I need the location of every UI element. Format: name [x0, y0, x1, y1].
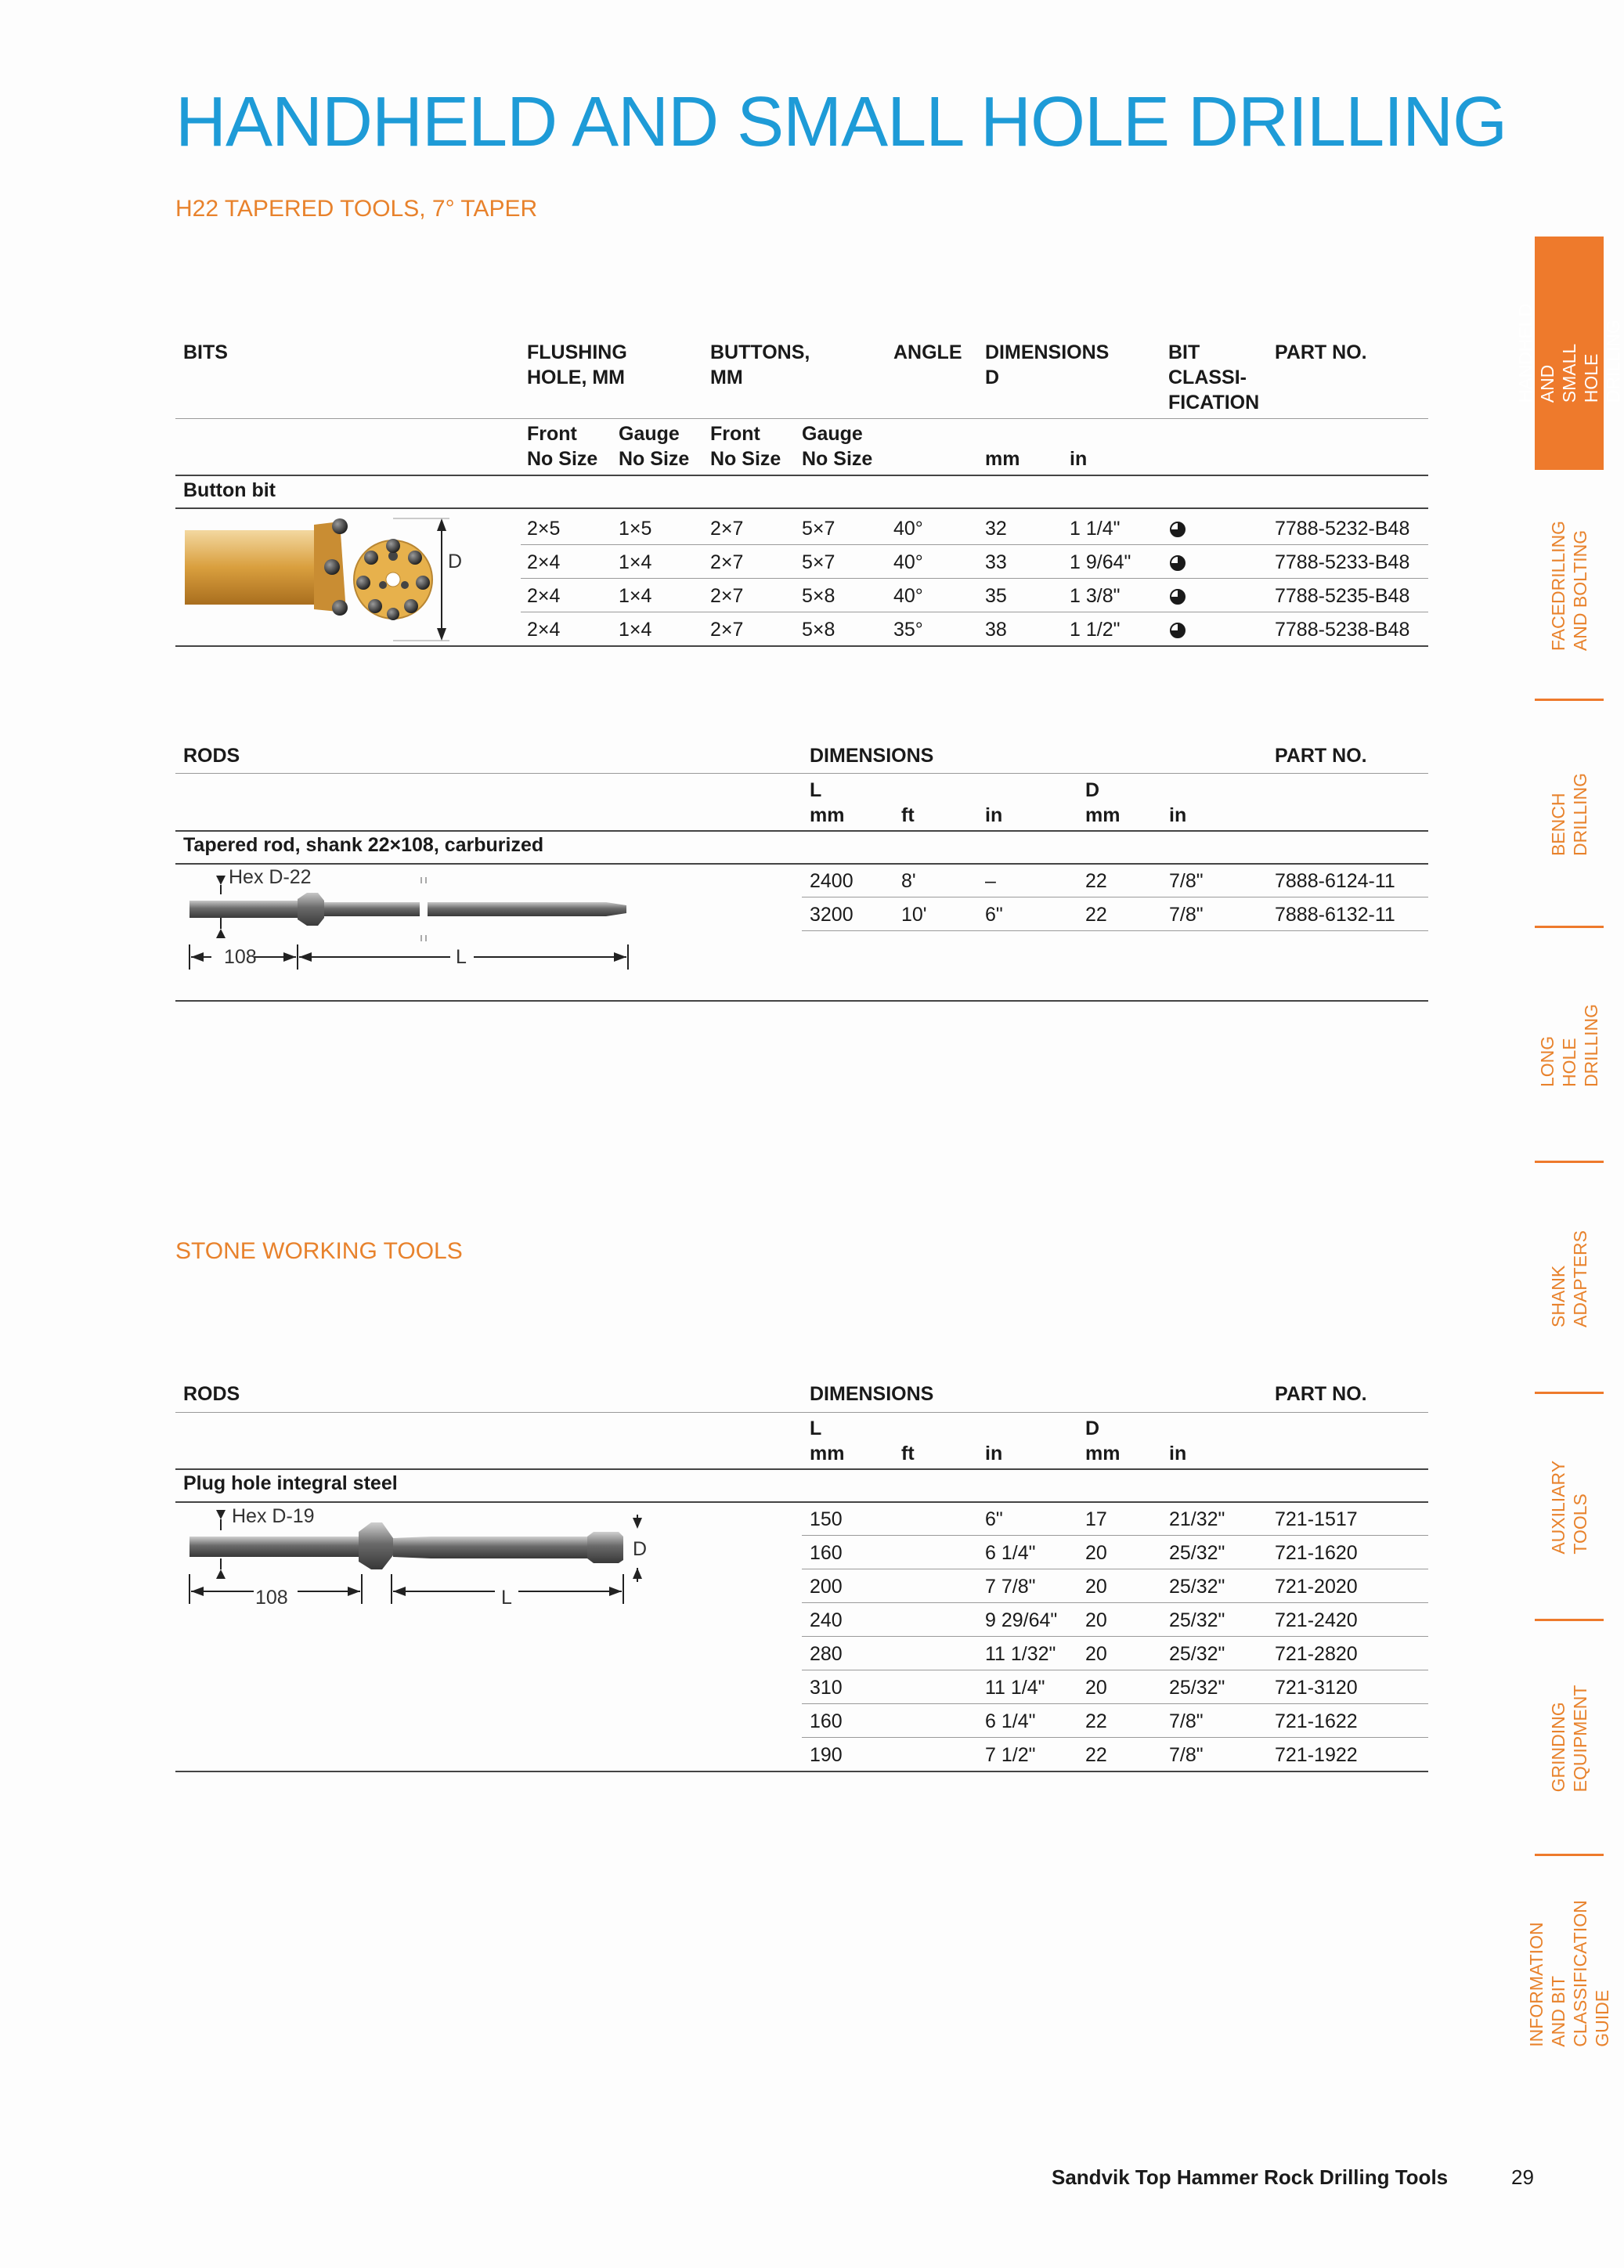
table-cell: 2×4: [527, 619, 561, 641]
table-cell: 22: [1085, 1710, 1107, 1732]
table-cell: 721-1517: [1275, 1508, 1358, 1530]
table-cell: 22: [1085, 904, 1107, 926]
page-number: 29: [1511, 2165, 1534, 2189]
table-cell: 7788-5238-B48: [1275, 619, 1410, 641]
table-cell: 240: [810, 1609, 843, 1631]
table-cell: 7/8": [1169, 870, 1204, 892]
table-cell: 6": [985, 1508, 1003, 1530]
table-cell: 3200: [810, 904, 854, 926]
table-cell: 5×7: [802, 551, 835, 573]
subheader-front: Front No Size: [527, 423, 598, 470]
table-cell: 40°: [893, 585, 923, 607]
table-cell: 38: [985, 619, 1007, 641]
side-tab-handheld[interactable]: [1515, 237, 1623, 470]
table-cell: 8': [901, 870, 916, 892]
col-header-dimensions: DIMENSIONS: [810, 745, 934, 767]
col-header-part-no: PART NO.: [1275, 745, 1367, 767]
table-cell: 25/32": [1169, 1576, 1225, 1598]
side-tab-label: FACEDRILLING AND BOLTING: [1548, 520, 1590, 651]
table-cell: 7 7/8": [985, 1576, 1036, 1598]
table-cell: 7 1/2": [985, 1744, 1036, 1766]
side-tab-label: SHANK ADAPTERS: [1548, 1230, 1590, 1327]
table-cell: 280: [810, 1643, 843, 1665]
table-cell: 7888-6124-11: [1275, 870, 1395, 892]
table-cell: 20: [1085, 1609, 1107, 1631]
row-group-label: Plug hole integral steel: [183, 1472, 398, 1494]
col-header-angle: ANGLE: [893, 341, 962, 363]
table-cell: 25/32": [1169, 1643, 1225, 1665]
subheader-gauge: Gauge No Size: [802, 423, 873, 470]
bit-classification-icon: [1170, 623, 1186, 638]
drawing-label-l: L: [456, 946, 467, 968]
subheader-in: in: [1169, 804, 1187, 826]
table-cell: 2×7: [710, 518, 744, 540]
subheader-front: Front No Size: [710, 423, 781, 470]
table-cell: 5×8: [802, 619, 835, 641]
subheader-l: L: [810, 1418, 822, 1439]
table-cell: 6": [985, 904, 1003, 926]
table-cell: 11 1/32": [985, 1643, 1056, 1665]
table-cell: 721-1922: [1275, 1744, 1358, 1766]
bit-classification-icon: [1170, 522, 1186, 537]
table-cell: 1 3/8": [1070, 585, 1121, 607]
table-cell: 6 1/4": [985, 1542, 1036, 1564]
col-header-part-no: PART NO.: [1275, 341, 1367, 363]
table-cell: 40°: [893, 551, 923, 573]
table-cell: 1 1/4": [1070, 518, 1121, 540]
table-cell: 1×4: [619, 551, 652, 573]
subheader-mm: mm: [1085, 804, 1121, 826]
table-cell: 310: [810, 1677, 843, 1699]
table-cell: 5×8: [802, 585, 835, 607]
table-cell: 160: [810, 1542, 843, 1564]
table-cell: 25/32": [1169, 1542, 1225, 1564]
subheader-in: in: [985, 804, 1003, 826]
drawing-label-l: L: [501, 1587, 512, 1609]
subheader-in: in: [1070, 448, 1088, 470]
subheader-d: D: [1085, 1418, 1100, 1439]
subheader-ft: ft: [901, 804, 915, 826]
drawing-label-hex: Hex D-22: [229, 866, 312, 888]
bit-body: [185, 530, 314, 605]
table-cell: 721-2420: [1275, 1609, 1358, 1631]
table-cell: 190: [810, 1744, 843, 1766]
col-header-bit-class: BIT CLASSI- FICATION: [1168, 341, 1260, 414]
table-cell: 20: [1085, 1677, 1107, 1699]
col-header-buttons: BUTTONS, MM: [710, 341, 810, 388]
drawing-label-d: D: [448, 551, 463, 572]
table-cell: 22: [1085, 1744, 1107, 1766]
table-cell: 40°: [893, 518, 923, 540]
table-cell: 2400: [810, 870, 854, 892]
side-tab-information[interactable]: [1526, 1856, 1612, 2091]
subheader-mm: mm: [810, 1443, 845, 1464]
table-cell: 7788-5233-B48: [1275, 551, 1410, 573]
table-cell: 22: [1085, 870, 1107, 892]
table-cell: 11 1/4": [985, 1677, 1045, 1699]
table-cell: –: [985, 870, 996, 892]
side-tab-label: GRINDING EQUIPMENT: [1548, 1685, 1590, 1793]
table-cell: 35: [985, 585, 1007, 607]
drawing-label-d: D: [633, 1538, 648, 1560]
subheader-in: in: [985, 1443, 1003, 1464]
table-cell: 721-2020: [1275, 1576, 1358, 1598]
bit-classification-icon: [1170, 589, 1186, 605]
table-cell: 150: [810, 1508, 843, 1530]
footer-brand: Sandvik Top Hammer Rock Drilling Tools: [1052, 2165, 1449, 2189]
col-header-rods: RODS: [183, 1383, 240, 1405]
table-cell: 7/8": [1169, 1710, 1204, 1732]
table-cell: 25/32": [1169, 1609, 1225, 1631]
table-cell: 5×7: [802, 518, 835, 540]
table-cell: 1×5: [619, 518, 652, 540]
table-cell: 6 1/4": [985, 1710, 1036, 1732]
subheader-mm: mm: [1085, 1443, 1121, 1464]
subheader-gauge: Gauge No Size: [619, 423, 690, 470]
table-cell: 1 9/64": [1070, 551, 1131, 573]
side-tab-label: INFORMATION AND BIT CLASSIFICATION GUIDE: [1526, 1900, 1612, 2047]
drawing-label-108: 108: [224, 946, 257, 968]
table-cell: 1 1/2": [1070, 619, 1121, 641]
table-cell: 2×7: [710, 551, 744, 573]
subheader-mm: mm: [985, 448, 1020, 470]
table-cell: 20: [1085, 1542, 1107, 1564]
table-cell: 2×4: [527, 585, 561, 607]
table-cell: 721-1622: [1275, 1710, 1358, 1732]
table-cell: 32: [985, 518, 1007, 540]
side-tab-label: LONG HOLE DRILLING: [1537, 1003, 1601, 1088]
col-header-bits: BITS: [183, 341, 228, 363]
subheader-l: L: [810, 779, 822, 801]
side-tab-label: HANDHELD AND SMALL HOLE DRILLING: [1515, 303, 1623, 403]
table-cell: 17: [1085, 1508, 1107, 1530]
side-tab-auxiliary-tools[interactable]: [1535, 1394, 1604, 1621]
table-cell: 200: [810, 1576, 843, 1598]
table-cell: 7888-6132-11: [1275, 904, 1395, 926]
col-header-dimensions: DIMENSIONS D: [985, 341, 1110, 388]
side-tab-label: BENCH DRILLING: [1548, 772, 1590, 857]
table-cell: 7788-5232-B48: [1275, 518, 1410, 540]
subheader-ft: ft: [901, 1443, 915, 1464]
side-tab-bench-drilling[interactable]: [1535, 701, 1604, 928]
table-cell: 20: [1085, 1576, 1107, 1598]
table-cell: 2×7: [710, 619, 744, 641]
subheader-in: in: [1169, 1443, 1187, 1464]
table-cell: 2×5: [527, 518, 561, 540]
table-cell: 160: [810, 1710, 843, 1732]
row-group-label: Button bit: [183, 479, 276, 501]
side-tab-grinding-equipment[interactable]: [1535, 1621, 1604, 1856]
table-cell: 20: [1085, 1643, 1107, 1665]
drawing-label-hex: Hex D-19: [232, 1505, 315, 1527]
table-cell: 25/32": [1169, 1677, 1225, 1699]
table-cell: 1×4: [619, 619, 652, 641]
table-cell: 7/8": [1169, 904, 1204, 926]
table-cell: 721-2820: [1275, 1643, 1358, 1665]
bit-classification-icon: [1170, 555, 1186, 571]
table-cell: 721-1620: [1275, 1542, 1358, 1564]
section-title-stone: STONE WORKING TOOLS: [175, 1238, 463, 1264]
side-tab-long-hole-drilling[interactable]: [1535, 928, 1604, 1163]
table-cell: 7/8": [1169, 1744, 1204, 1766]
col-header-part-no: PART NO.: [1275, 1383, 1367, 1405]
table-cell: 21/32": [1169, 1508, 1225, 1530]
table-cell: 35°: [893, 619, 923, 641]
row-group-label: Tapered rod, shank 22×108, carburized: [183, 834, 544, 856]
col-header-rods: RODS: [183, 745, 240, 767]
table-cell: 2×7: [710, 585, 744, 607]
side-tab-facedrilling[interactable]: [1535, 470, 1604, 701]
col-header-dimensions: DIMENSIONS: [810, 1383, 934, 1405]
side-tab-shank-adapters[interactable]: [1535, 1163, 1604, 1394]
side-tab-label: AUXILIARY TOOLS: [1548, 1461, 1590, 1555]
button-bit-drawing: [183, 511, 465, 648]
table-cell: 721-3120: [1275, 1677, 1358, 1699]
drawing-label-108: 108: [255, 1587, 288, 1609]
table-cell: 1×4: [619, 585, 652, 607]
page-title: HANDHELD AND SMALL HOLE DRILLING: [175, 83, 1507, 161]
table-cell: 2×4: [527, 551, 561, 573]
table-cell: 9 29/64": [985, 1609, 1058, 1631]
subheader-mm: mm: [810, 804, 845, 826]
table-cell: 33: [985, 551, 1007, 573]
table-cell: 10': [901, 904, 927, 926]
col-header-flushing: FLUSHING HOLE, MM: [527, 341, 627, 388]
section-title-h22: H22 TAPERED TOOLS, 7° TAPER: [175, 196, 538, 222]
table-cell: 7788-5235-B48: [1275, 585, 1410, 607]
subheader-d: D: [1085, 779, 1100, 801]
